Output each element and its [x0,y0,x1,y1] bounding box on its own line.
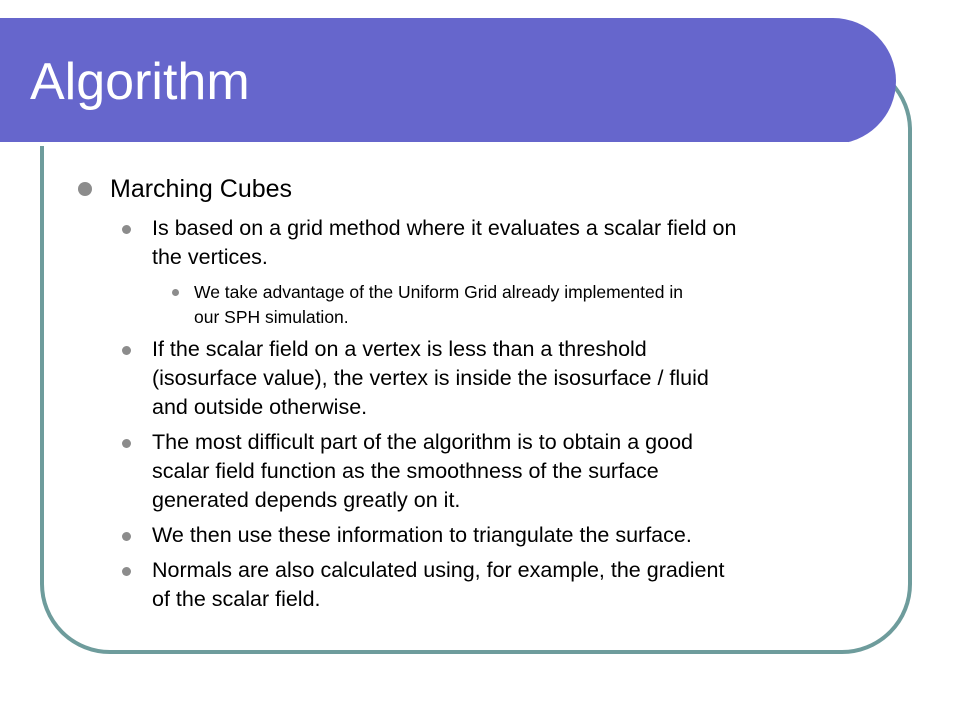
bullet-dot-icon [122,532,131,541]
bullet-text-line: of the scalar field. [152,587,321,611]
bullet-dot-icon [122,346,131,355]
bullet-text-line: Normals are also calculated using, for example, the gradient [152,558,725,582]
bullet-text-line: our SPH simulation. [194,307,349,327]
bullet-text-line: We take advantage of the Uniform Grid already implemented in [194,282,683,302]
bullet-text-line: The most difficult part of the algorithm is to obtain a good [152,430,693,454]
bullet-text-line: (isosurface value), the vertex is inside the isosurface / fluid [152,366,709,390]
bullet-text-line: Is based on a grid method where it evaluates a scalar field on [152,216,737,240]
bullet-dot-icon [172,289,179,296]
bullet-text-line: generated depends greatly on it. [152,488,461,512]
bullet-dot-icon [122,439,131,448]
bullet-text-line: We then use these information to triangulate the surface. [152,523,692,547]
bullet-dot-icon [122,567,131,576]
bullet-text: Marching Cubes [110,175,293,203]
bullet-text-line: If the scalar field on a vertex is less than a threshold [152,337,647,361]
bullet-dot-icon [78,182,92,196]
slide-title: Algorithm [30,53,250,111]
bullet-text-line: and outside otherwise. [152,395,368,419]
bullet-text-line: the vertices. [152,245,268,269]
bullet-dot-icon [122,225,131,234]
bullet-text-line: scalar field function as the smoothness of the surface [152,459,659,483]
